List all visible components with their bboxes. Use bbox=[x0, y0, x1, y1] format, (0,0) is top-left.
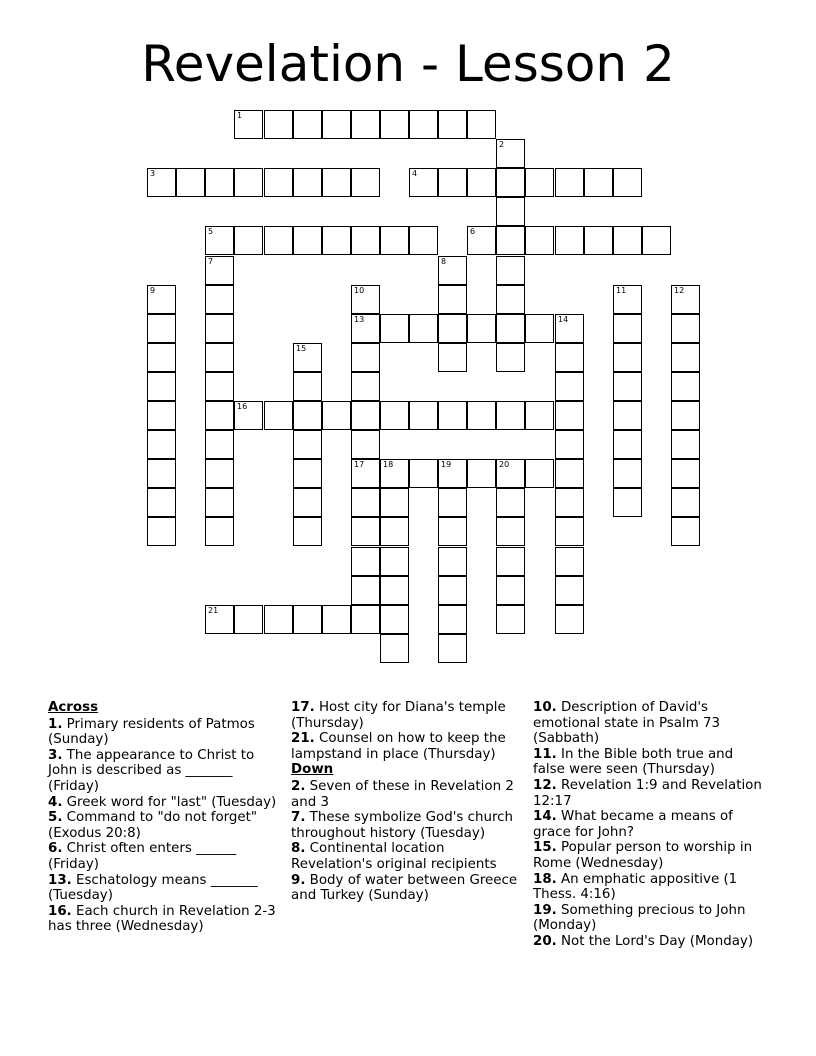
grid-cell[interactable] bbox=[293, 168, 322, 197]
grid-cell[interactable] bbox=[322, 401, 351, 430]
clue-number: 15 bbox=[296, 344, 307, 353]
grid-cell[interactable] bbox=[438, 314, 467, 343]
grid-cell[interactable] bbox=[351, 401, 380, 430]
grid-cell[interactable] bbox=[409, 226, 438, 255]
grid-cell[interactable] bbox=[555, 459, 584, 488]
grid-cell[interactable] bbox=[496, 605, 525, 634]
grid-cell[interactable] bbox=[380, 576, 409, 605]
clue-number: 4 bbox=[412, 169, 418, 178]
clue-text: These symbolize God's church throughout history (Tuesday) bbox=[291, 810, 514, 841]
grid-cell[interactable] bbox=[234, 401, 263, 430]
grid-cell[interactable] bbox=[555, 343, 584, 372]
grid-cell[interactable] bbox=[613, 285, 642, 314]
clue-item bbox=[533, 747, 765, 778]
grid-cell[interactable] bbox=[380, 459, 409, 488]
clue-number: 12 bbox=[674, 286, 685, 295]
clue-number: 20. bbox=[533, 933, 557, 949]
grid-cell[interactable] bbox=[671, 459, 700, 488]
clues-column-2 bbox=[291, 700, 519, 904]
clue-item bbox=[291, 779, 519, 810]
clue-text: Each church in Revelation 2-3 has three (Wednesday) bbox=[48, 903, 276, 935]
grid-cell[interactable] bbox=[438, 517, 467, 546]
grid-cell[interactable] bbox=[671, 314, 700, 343]
clues-column-1 bbox=[48, 700, 280, 935]
grid-cell[interactable] bbox=[380, 401, 409, 430]
grid-cell[interactable] bbox=[438, 343, 467, 372]
grid-cell[interactable] bbox=[438, 547, 467, 576]
grid-cell[interactable] bbox=[555, 430, 584, 459]
grid-cell[interactable] bbox=[147, 168, 176, 197]
clue-text: Popular person to worship in Rome (Wednesday) bbox=[533, 840, 753, 871]
grid-cell[interactable] bbox=[351, 110, 380, 139]
grid-cell[interactable] bbox=[293, 488, 322, 517]
grid-cell[interactable] bbox=[380, 314, 409, 343]
grid-cell[interactable] bbox=[438, 459, 467, 488]
clue-number: 1 bbox=[237, 111, 243, 120]
grid-cell[interactable] bbox=[438, 256, 467, 285]
clue-number: 8. bbox=[291, 841, 306, 857]
clue-number: 2 bbox=[499, 140, 505, 149]
grid-cell[interactable] bbox=[467, 110, 496, 139]
grid-cell[interactable] bbox=[205, 517, 234, 546]
grid-cell[interactable] bbox=[147, 285, 176, 314]
grid-cell[interactable] bbox=[496, 459, 525, 488]
grid-cell[interactable] bbox=[496, 488, 525, 517]
grid-cell[interactable] bbox=[438, 634, 467, 663]
grid-cell[interactable] bbox=[584, 226, 613, 255]
clue-number: 5. bbox=[48, 810, 63, 826]
grid-cell[interactable] bbox=[555, 226, 584, 255]
grid-cell[interactable] bbox=[671, 285, 700, 314]
clue-item bbox=[533, 840, 765, 871]
grid-cell[interactable] bbox=[671, 488, 700, 517]
clue-number: 13 bbox=[354, 315, 365, 324]
grid-cell[interactable] bbox=[613, 343, 642, 372]
grid-cell[interactable] bbox=[147, 372, 176, 401]
grid-cell[interactable] bbox=[409, 110, 438, 139]
clue-text: An emphatic appositive (1 Thess. 4:16) bbox=[533, 871, 738, 903]
grid-cell[interactable] bbox=[264, 168, 293, 197]
page-title: Revelation - Lesson 2 bbox=[141, 35, 675, 93]
grid-cell[interactable] bbox=[147, 459, 176, 488]
grid-cell[interactable] bbox=[205, 401, 234, 430]
grid-cell[interactable] bbox=[264, 605, 293, 634]
grid-cell[interactable] bbox=[380, 605, 409, 634]
grid-cell[interactable] bbox=[351, 168, 380, 197]
grid-cell[interactable] bbox=[671, 430, 700, 459]
clue-item bbox=[291, 731, 519, 762]
grid-cell[interactable] bbox=[205, 459, 234, 488]
grid-cell[interactable] bbox=[205, 430, 234, 459]
grid-cell[interactable] bbox=[147, 343, 176, 372]
grid-cell[interactable] bbox=[555, 168, 584, 197]
clue-text: Description of David's emotional state in Psalm 73 (Sabbath) bbox=[533, 700, 721, 747]
clue-number: 5 bbox=[208, 227, 214, 236]
clue-item bbox=[48, 841, 280, 872]
clue-text: Command to "do not forget" (Exodus 20:8) bbox=[48, 810, 258, 841]
grid-cell[interactable] bbox=[380, 488, 409, 517]
grid-cell[interactable] bbox=[438, 168, 467, 197]
grid-cell[interactable] bbox=[496, 197, 525, 226]
down-heading: Down bbox=[291, 762, 334, 778]
grid-cell[interactable] bbox=[322, 168, 351, 197]
grid-cell[interactable] bbox=[438, 605, 467, 634]
clue-text: Body of water between Greece and Turkey (Sunday) bbox=[291, 872, 518, 904]
grid-cell[interactable] bbox=[351, 576, 380, 605]
grid-cell[interactable] bbox=[613, 372, 642, 401]
clue-item bbox=[291, 700, 519, 731]
clue-text: Continental location Revelation's original recipients bbox=[291, 841, 497, 872]
grid-cell[interactable] bbox=[351, 430, 380, 459]
clue-text: Revelation 1:9 and Revelation 12:17 bbox=[533, 777, 762, 809]
grid-cell[interactable] bbox=[293, 517, 322, 546]
clue-number: 11. bbox=[533, 746, 557, 762]
grid-cell[interactable] bbox=[351, 605, 380, 634]
clue-number: 19. bbox=[533, 902, 557, 918]
clue-number: 14. bbox=[533, 809, 557, 825]
grid-cell[interactable] bbox=[351, 285, 380, 314]
grid-cell[interactable] bbox=[351, 343, 380, 372]
clue-item bbox=[48, 904, 280, 935]
grid-cell[interactable] bbox=[671, 343, 700, 372]
grid-cell[interactable] bbox=[322, 110, 351, 139]
grid-cell[interactable] bbox=[409, 459, 438, 488]
grid-cell[interactable] bbox=[671, 517, 700, 546]
clue-number: 16. bbox=[48, 903, 72, 919]
grid-cell[interactable] bbox=[264, 110, 293, 139]
grid-cell[interactable] bbox=[351, 314, 380, 343]
clue-number: 16 bbox=[237, 402, 248, 411]
grid-cell[interactable] bbox=[496, 314, 525, 343]
clue-number: 7. bbox=[291, 810, 306, 826]
grid-cell[interactable] bbox=[351, 517, 380, 546]
grid-cell[interactable] bbox=[467, 401, 496, 430]
grid-cell[interactable] bbox=[234, 168, 263, 197]
grid-cell[interactable] bbox=[293, 226, 322, 255]
grid-cell[interactable] bbox=[555, 517, 584, 546]
clue-number: 3 bbox=[150, 169, 156, 178]
clue-text: Not the Lord's Day (Monday) bbox=[556, 933, 754, 949]
grid-cell[interactable] bbox=[525, 226, 554, 255]
grid-cell[interactable] bbox=[496, 576, 525, 605]
grid-cell[interactable] bbox=[584, 168, 613, 197]
clue-text: In the Bible both true and false were seen (Thursday) bbox=[533, 746, 734, 778]
grid-cell[interactable] bbox=[409, 401, 438, 430]
grid-cell[interactable] bbox=[205, 226, 234, 255]
clue-number: 18 bbox=[383, 460, 394, 469]
grid-cell[interactable] bbox=[467, 459, 496, 488]
grid-cell[interactable] bbox=[613, 401, 642, 430]
grid-cell[interactable] bbox=[176, 168, 205, 197]
grid-cell[interactable] bbox=[613, 459, 642, 488]
clue-number: 17. bbox=[291, 700, 315, 715]
clue-number: 15. bbox=[533, 840, 557, 856]
grid-cell[interactable] bbox=[438, 285, 467, 314]
grid-cell[interactable] bbox=[351, 372, 380, 401]
clue-number: 10. bbox=[533, 700, 557, 715]
clue-text: Primary residents of Patmos (Sunday) bbox=[48, 716, 255, 748]
clue-number: 18. bbox=[533, 871, 557, 887]
clue-number: 2. bbox=[291, 778, 306, 794]
clue-number: 9. bbox=[291, 872, 306, 888]
clue-item bbox=[291, 873, 519, 904]
clue-text: What became a means of grace for John? bbox=[533, 809, 733, 840]
grid-cell[interactable] bbox=[205, 343, 234, 372]
clue-number: 6. bbox=[48, 841, 63, 857]
grid-cell[interactable] bbox=[234, 605, 263, 634]
grid-cell[interactable] bbox=[322, 605, 351, 634]
grid-cell[interactable] bbox=[293, 430, 322, 459]
clue-number: 21. bbox=[291, 731, 315, 747]
grid-cell[interactable] bbox=[467, 314, 496, 343]
grid-cell[interactable] bbox=[147, 430, 176, 459]
grid-cell[interactable] bbox=[322, 226, 351, 255]
grid-cell[interactable] bbox=[409, 168, 438, 197]
clue-item bbox=[291, 810, 519, 841]
grid-cell[interactable] bbox=[496, 343, 525, 372]
grid-cell[interactable] bbox=[525, 459, 554, 488]
clue-number: 11 bbox=[616, 286, 627, 295]
grid-cell[interactable] bbox=[293, 459, 322, 488]
clue-text: Counsel on how to keep the lampstand in place (Thursday) bbox=[291, 731, 506, 762]
grid-cell[interactable] bbox=[293, 401, 322, 430]
clue-number: 17 bbox=[354, 460, 365, 469]
clue-item bbox=[533, 934, 765, 950]
grid-cell[interactable] bbox=[147, 488, 176, 517]
grid-cell[interactable] bbox=[496, 256, 525, 285]
grid-cell[interactable] bbox=[264, 226, 293, 255]
grid-cell[interactable] bbox=[380, 547, 409, 576]
grid-cell[interactable] bbox=[467, 168, 496, 197]
clue-number: 12. bbox=[533, 777, 557, 793]
grid-cell[interactable] bbox=[555, 605, 584, 634]
grid-cell[interactable] bbox=[438, 488, 467, 517]
grid-cell[interactable] bbox=[351, 488, 380, 517]
grid-cell[interactable] bbox=[467, 226, 496, 255]
clue-item bbox=[48, 795, 280, 811]
grid-cell[interactable] bbox=[380, 110, 409, 139]
grid-cell[interactable] bbox=[293, 110, 322, 139]
clue-text: Eschatology means _______ (Tuesday) bbox=[48, 872, 258, 904]
clue-item bbox=[48, 717, 280, 748]
grid-cell[interactable] bbox=[293, 605, 322, 634]
grid-cell[interactable] bbox=[147, 314, 176, 343]
clue-number: 10 bbox=[354, 286, 365, 295]
grid-cell[interactable] bbox=[496, 139, 525, 168]
clue-item bbox=[533, 872, 765, 903]
grid-cell[interactable] bbox=[613, 314, 642, 343]
clue-text: Greek word for "last" (Tuesday) bbox=[62, 794, 277, 810]
clue-number: 1. bbox=[48, 716, 63, 732]
clues-column-3 bbox=[533, 700, 765, 950]
across-heading: Across bbox=[48, 700, 99, 715]
down-clue-list bbox=[291, 779, 519, 904]
grid-cell[interactable] bbox=[555, 488, 584, 517]
grid-cell[interactable] bbox=[234, 226, 263, 255]
grid-cell[interactable] bbox=[613, 488, 642, 517]
grid-cell[interactable] bbox=[525, 168, 554, 197]
clue-item bbox=[291, 841, 519, 872]
clue-number: 4. bbox=[48, 794, 63, 810]
grid-cell[interactable] bbox=[147, 517, 176, 546]
grid-cell[interactable] bbox=[438, 576, 467, 605]
grid-cell[interactable] bbox=[555, 547, 584, 576]
grid-cell[interactable] bbox=[642, 226, 671, 255]
clue-text: Host city for Diana's temple (Thursday) bbox=[291, 700, 506, 731]
grid-cell[interactable] bbox=[613, 430, 642, 459]
grid-cell[interactable] bbox=[613, 226, 642, 255]
clue-text: Something precious to John (Monday) bbox=[533, 902, 746, 934]
clue-item bbox=[533, 700, 765, 747]
grid-cell[interactable] bbox=[496, 226, 525, 255]
down-clue-list-continued bbox=[533, 700, 765, 950]
grid-cell[interactable] bbox=[496, 517, 525, 546]
clue-number: 21 bbox=[208, 606, 219, 615]
clue-number: 9 bbox=[150, 286, 156, 295]
grid-cell[interactable] bbox=[438, 110, 467, 139]
clue-text: Seven of these in Revelation 2 and 3 bbox=[291, 778, 514, 810]
grid-cell[interactable] bbox=[380, 517, 409, 546]
grid-cell[interactable] bbox=[613, 168, 642, 197]
grid-cell[interactable] bbox=[555, 576, 584, 605]
grid-cell[interactable] bbox=[380, 226, 409, 255]
clue-item bbox=[533, 809, 765, 840]
grid-cell[interactable] bbox=[555, 314, 584, 343]
clue-item bbox=[48, 873, 280, 904]
clue-number: 19 bbox=[441, 460, 452, 469]
grid-cell[interactable] bbox=[351, 459, 380, 488]
grid-cell[interactable] bbox=[671, 372, 700, 401]
grid-cell[interactable] bbox=[555, 401, 584, 430]
clue-item bbox=[533, 903, 765, 934]
grid-cell[interactable] bbox=[205, 314, 234, 343]
clue-text: Christ often enters ______ (Friday) bbox=[48, 841, 237, 872]
clue-number: 13. bbox=[48, 872, 72, 888]
grid-cell[interactable] bbox=[671, 401, 700, 430]
clue-item bbox=[48, 810, 280, 841]
grid-cell[interactable] bbox=[205, 285, 234, 314]
grid-cell[interactable] bbox=[496, 547, 525, 576]
grid-cell[interactable] bbox=[380, 634, 409, 663]
clue-number: 8 bbox=[441, 257, 447, 266]
across-clue-list bbox=[48, 717, 280, 935]
grid-cell[interactable] bbox=[351, 226, 380, 255]
grid-cell[interactable] bbox=[525, 401, 554, 430]
clue-number: 20 bbox=[499, 460, 510, 469]
grid-cell[interactable] bbox=[293, 343, 322, 372]
grid-cell[interactable] bbox=[409, 314, 438, 343]
clue-number: 7 bbox=[208, 257, 214, 266]
clue-number: 3. bbox=[48, 747, 63, 763]
grid-cell[interactable] bbox=[438, 401, 467, 430]
across-clue-list-continued bbox=[291, 700, 519, 762]
grid-cell[interactable] bbox=[205, 256, 234, 285]
grid-cell[interactable] bbox=[496, 285, 525, 314]
grid-cell[interactable] bbox=[351, 547, 380, 576]
clue-item bbox=[533, 778, 765, 809]
grid-cell[interactable] bbox=[147, 401, 176, 430]
clue-number: 14 bbox=[558, 315, 569, 324]
grid-cell[interactable] bbox=[264, 401, 293, 430]
grid-cell[interactable] bbox=[205, 372, 234, 401]
grid-cell[interactable] bbox=[525, 314, 554, 343]
grid-cell[interactable] bbox=[496, 401, 525, 430]
clue-number: 6 bbox=[470, 227, 476, 236]
grid-cell[interactable] bbox=[234, 110, 263, 139]
clue-item bbox=[48, 748, 280, 795]
grid-cell[interactable] bbox=[496, 168, 525, 197]
grid-cell[interactable] bbox=[205, 605, 234, 634]
grid-cell[interactable] bbox=[205, 488, 234, 517]
grid-cell[interactable] bbox=[555, 372, 584, 401]
grid-cell[interactable] bbox=[293, 372, 322, 401]
clue-text: The appearance to Christ to John is described as _______ (Friday) bbox=[48, 747, 255, 794]
grid-cell[interactable] bbox=[205, 168, 234, 197]
